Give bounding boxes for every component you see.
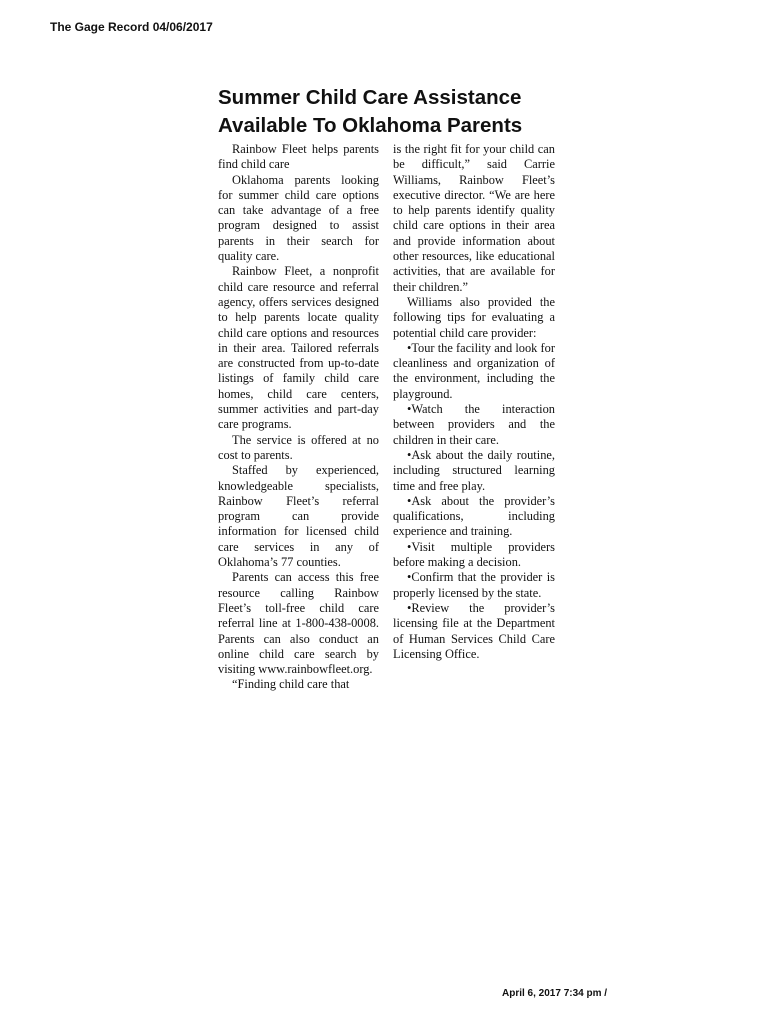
print-timestamp-footer: April 6, 2017 7:34 pm / — [502, 988, 608, 999]
article-paragraph: “Finding child care that — [232, 677, 350, 692]
article-headline: Summer Child Care Assistance Available To Oklahoma Parents — [218, 86, 523, 137]
article-paragraph: Parents can access this free resource calling Rainbow Fleet’s toll-free child care referral line at 1-800-438-0008. Parents can also conduct an online child care search by visiting www.rainbowfleet.org. — [218, 570, 379, 677]
article-paragraph-continued: is the right fit for your child can be difficult,” said Carrie Williams, Rainbow Fleet’s executive director. “We are here to help parents identify quality child care options in their area and provide information about other resources, like educational activities, that are available for their children.” — [393, 142, 555, 294]
tip-list-item: •Review the provider’s licensing file at the Department of Human Services Child Care Licensing Office. — [393, 600, 555, 661]
publication-date-header: The Gage Record 04/06/2017 — [50, 20, 213, 34]
article-right-column — [393, 142, 555, 662]
tip-list-item: •Watch the interaction between providers and the children in their care. — [393, 402, 555, 447]
tip-list-item: •Tour the facility and look for cleanliness and organization of the environment, including the playground. — [393, 340, 555, 401]
article-paragraph: Oklahoma parents looking for summer child care options can take advantage of a free program designed to assist parents in their search for quality care. — [218, 172, 379, 264]
article-left-column — [218, 142, 379, 693]
tip-list-item: •Ask about the provider’s qualifications, including experience and training. — [393, 493, 555, 539]
article-subhead: Rainbow Fleet helps parents find child care — [218, 142, 379, 172]
article-paragraph: Rainbow Fleet, a nonprofit child care resource and referral agency, offers services designed to help parents locate quality child care options and resources in their area. Tailored referrals are constructed from up-to-date listings of family child care homes, child care centers, summer activities and part-day care programs. — [218, 264, 379, 432]
tip-list-item: •Ask about the daily routine, including structured learning time and free play. — [393, 447, 555, 493]
article-paragraph: Staffed by experienced, knowledgeable specialists, Rainbow Fleet’s referral program can provide information for licensed child care services in any of Oklahoma’s 77 counties. — [218, 463, 379, 570]
tip-list-item: •Confirm that the provider is properly licensed by the state. — [393, 570, 555, 600]
article-paragraph: Williams also provided the following tips for evaluating a potential child care provider: — [393, 294, 555, 340]
article-paragraph: The service is offered at no cost to parents. — [218, 432, 379, 462]
tip-list-item: •Visit multiple providers before making a decision. — [393, 539, 555, 570]
